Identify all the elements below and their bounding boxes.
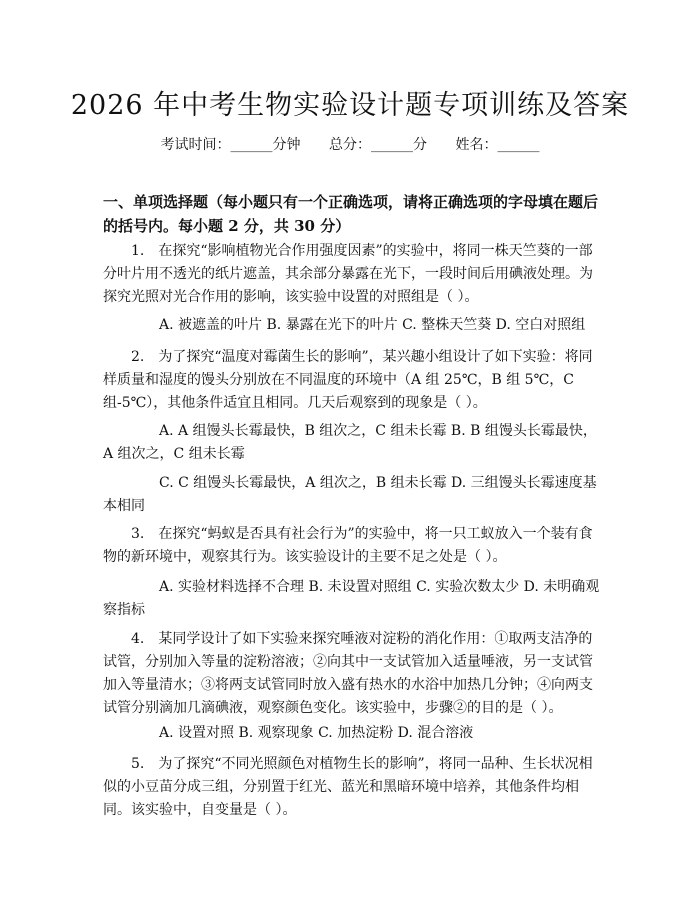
question-2-options-2: C. C 组馒头长霉最快，A 组次之，B 组未长霉 D. 三组馒头长霉速度基本相同	[103, 475, 597, 514]
question-3-options: A. 实验材料选择不合理 B. 未设置对照组 C. 实验次数太少 D. 未明确观察指标	[103, 579, 600, 618]
question-1: 1. 在探究“影响植物光合作用强度因素”的实验中，将同一株天竺葵的一部分叶片用不透光的纸片遮盖，其余部分暴露在光下，一段时间后用碘液处理。为探究光照对光合作用的影响，该实验中设置的对照组是（ ）。	[103, 243, 593, 305]
question-4-options: A. 设置对照 B. 观察现象 C. 加热淀粉 D. 混合溶液	[159, 725, 474, 741]
section-heading: 一、单项选择题（每小题只有一个正确选项，请将正确选项的字母填在题后的括号内。每小题 2 分，共 30 分）	[103, 193, 599, 235]
exam-time: 考试时间：______分钟	[160, 137, 301, 153]
question-2: 2. 为了探究“温度对霉菌生长的影响”，某兴趣小组设计了如下实验：将同样质量和湿度的馒头分别放在不同温度的环境中（A 组 25℃，B 组 5℃，C 组-5℃），其他条件适宜且相同。几天后观察到的现象是（ ）。	[103, 349, 593, 411]
question-4: 4. 某同学设计了如下实验来探究唾液对淀粉的消化作用：①取两支洁净的试管，分别加入等量的淀粉溶液；②向其中一支试管加入适量唾液，另一支试管加入等量清水；③将两支试管同时放入盛有热水的水浴中加热几分钟；④向两支试管分别滴加几滴碘液，观察颜色变化。该实验中，步骤②的目的是（ ）。	[103, 631, 593, 716]
exam-name: 姓名：______	[455, 137, 540, 153]
question-5: 5. 为了探究“不同光照颜色对植物生长的影响”，将同一品种、生长状况相似的小豆苗分成三组，分别置于红光、蓝光和黑暗环境中培养，其他条件均相同。该实验中，自变量是（ ）。	[103, 756, 593, 818]
question-2-options-1: A. A 组馒头长霉最快，B 组次之，C 组未长霉 B. B 组馒头长霉最快，A 组次之，C 组未长霉	[103, 423, 597, 462]
question-1-options: A. 被遮盖的叶片 B. 暴露在光下的叶片 C. 整株天竺葵 D. 空白对照组	[159, 317, 586, 333]
document-title: 2026 年中考生物实验设计题专项训练及答案	[70, 90, 630, 121]
exam-score: 总分：______分	[329, 137, 427, 153]
exam-meta	[0, 134, 700, 154]
question-3: 3. 在探究“蚂蚁是否具有社会行为”的实验中，将一只工蚁放入一个装有食物的新环境中，观察其行为。该实验设计的主要不足之处是（ ）。	[103, 526, 593, 565]
